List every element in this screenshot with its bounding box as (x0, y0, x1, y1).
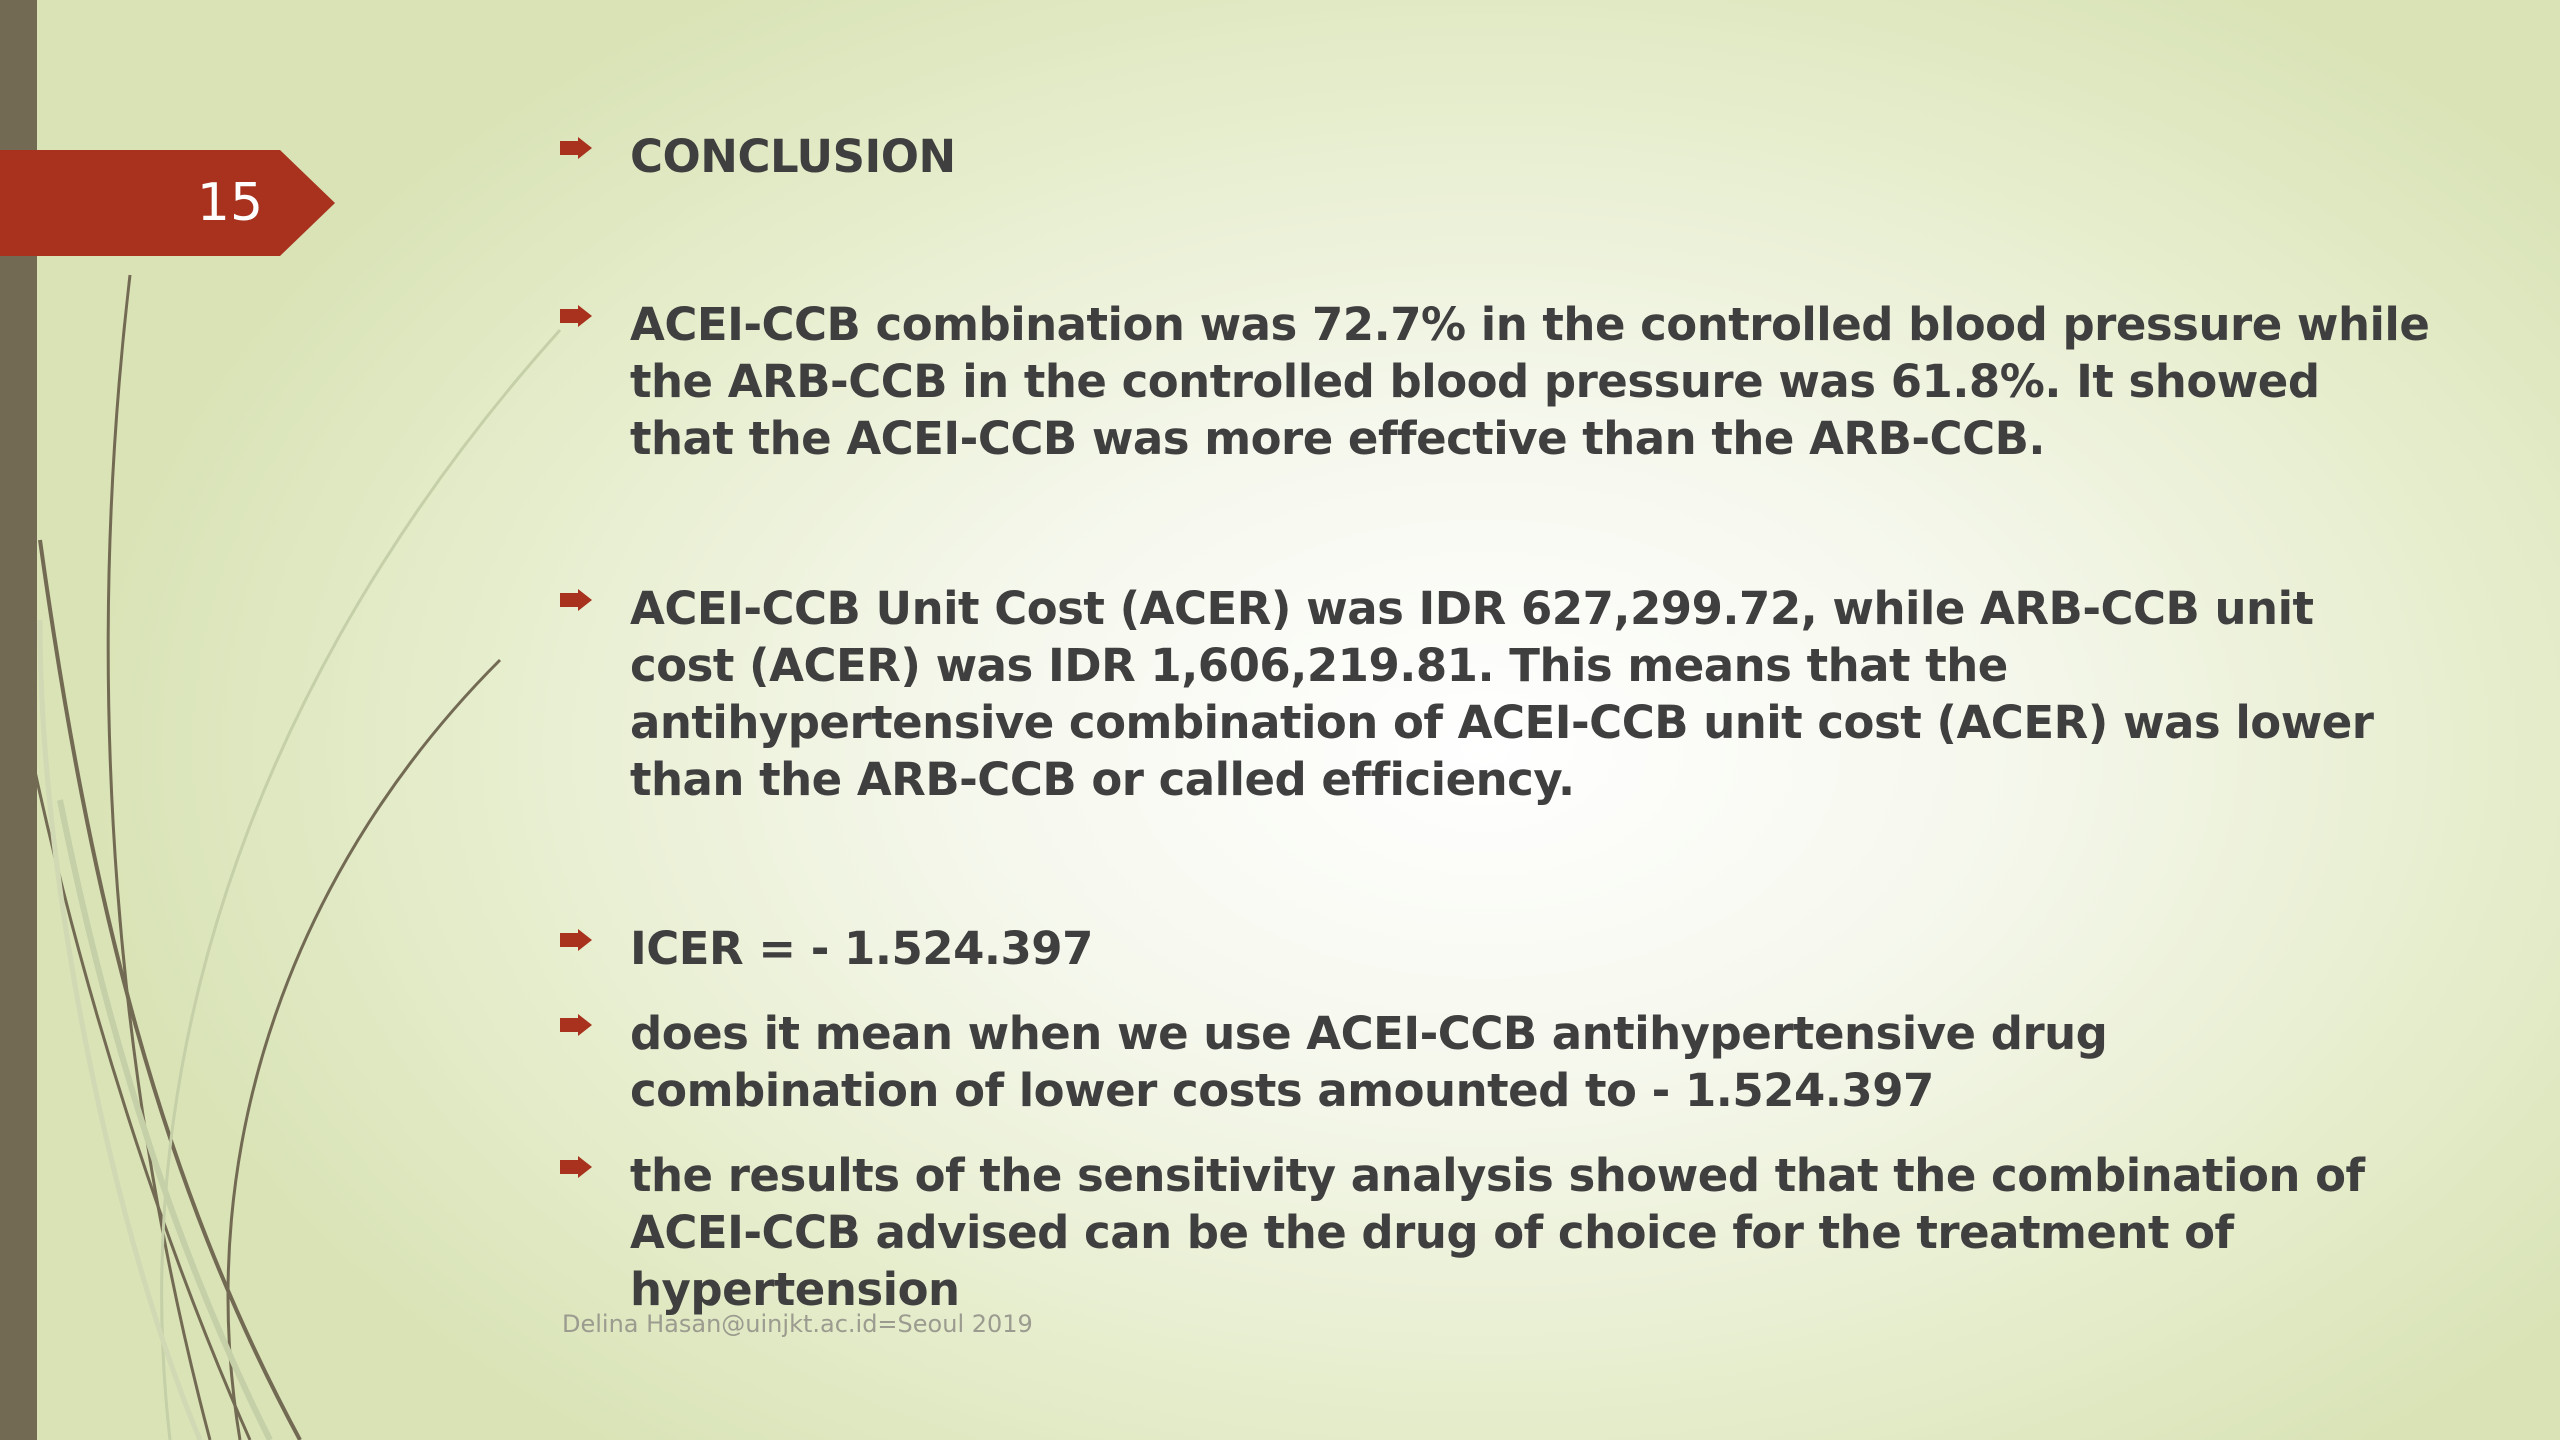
right-arrow-icon (560, 1005, 630, 1045)
bullet-text: the results of the sensitivity analysis showed that the combination of ACEI-CCB advised can be the drug of choice for the treatment of hypertension (630, 1149, 2365, 1316)
bullet-item (560, 920, 2430, 977)
bullet-item (560, 1147, 2430, 1318)
right-arrow-icon (560, 296, 630, 336)
right-arrow-icon (560, 580, 630, 620)
right-arrow-icon (560, 920, 630, 960)
bullet-item (560, 580, 2430, 808)
right-arrow-icon (560, 1147, 630, 1187)
footer-text: Delina Hasan@uinjkt.ac.id=Seoul 2019 (562, 1310, 1033, 1338)
bullet-item (560, 1005, 2430, 1119)
bullet-text: does it mean when we use ACEI-CCB antihypertensive drug combination of lower costs amounted to - 1.524.397 (630, 1007, 2108, 1117)
slide-number: 15 (196, 173, 264, 233)
slide-number-tab (0, 150, 335, 256)
right-arrow-icon (560, 128, 630, 168)
section-heading: CONCLUSION (630, 130, 956, 183)
bullet-text: ACEI-CCB Unit Cost (ACER) was IDR 627,299.72, while ARB-CCB unit cost (ACER) was IDR 1,606,219.81. This means that the antihypertensive combination of ACEI-CCB unit cost (ACER) was lower than the ARB-CCB or called efficiency. (630, 582, 2374, 806)
bullet-item (560, 128, 2430, 185)
bullet-text: ICER = - 1.524.397 (630, 922, 1093, 975)
bullet-item (560, 296, 2430, 467)
bullet-text: ACEI-CCB combination was 72.7% in the controlled blood pressure while the ARB-CCB in the controlled blood pressure was 61.8%. It showed that the ACEI-CCB was more effective than the ARB-CCB. (630, 298, 2430, 465)
